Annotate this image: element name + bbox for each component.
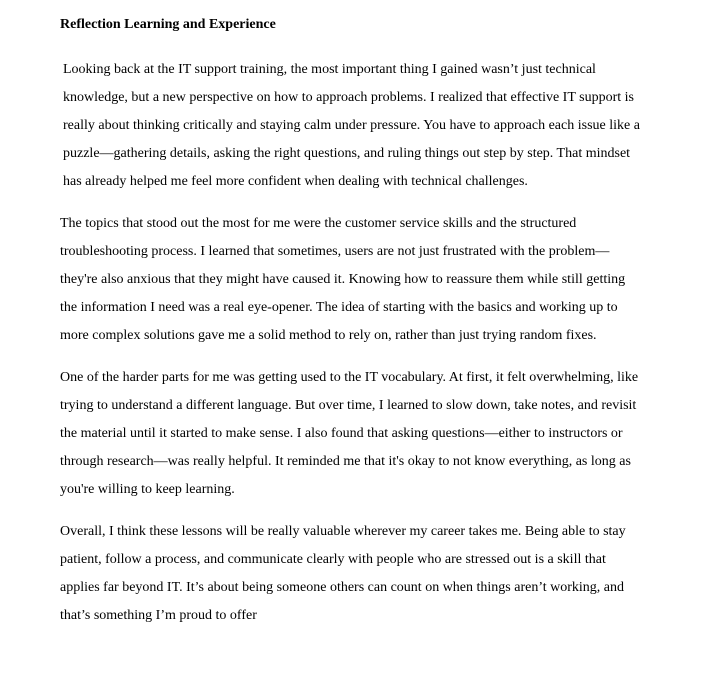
paragraph-challenges: One of the harder parts for me was getting used to the IT vocabulary. At first, it felt overwhelming, like trying to understand a different language. But over time, I learned to slow down, take notes, and revisit the material until it started to make sense. I also found that asking questions—either to instructors or through research—was really helpful. It reminded me that it's okay to not know everything, as long as you're willing to keep learning.: [60, 370, 639, 497]
paragraph-topics: The topics that stood out the most for me were the customer service skills and the structured troubleshooting process. I learned that sometimes, users are not just frustrated with the problem—they're also anxious that they might have caused it. Knowing how to reassure them while still getting the information I need was a real eye-opener. The idea of starting with the basics and working up to more complex solutions gave me a solid method to rely on, rather than just trying random fixes.: [60, 216, 626, 343]
document-title: Reflection Learning and Experience: [60, 17, 276, 32]
document-page: [60, 14, 645, 644]
paragraph-intro: Looking back at the IT support training, the most important thing I gained wasn’t just technical knowledge, but a new perspective on how to approach problems. I realized that effective IT support is really about thinking critically and staying calm under pressure. You have to approach each issue like a puzzle—gathering details, asking the right questions, and ruling things out step by step. That mindset has already helped me feel more confident when dealing with technical challenges.: [63, 62, 640, 189]
paragraph-conclusion: Overall, I think these lessons will be really valuable wherever my career takes me. Being able to stay patient, follow a process, and communicate clearly with people who are stressed out is a skill that applies far beyond IT. It’s about being someone others can count on when things aren’t working, and that’s something I’m proud to offer: [60, 524, 626, 623]
